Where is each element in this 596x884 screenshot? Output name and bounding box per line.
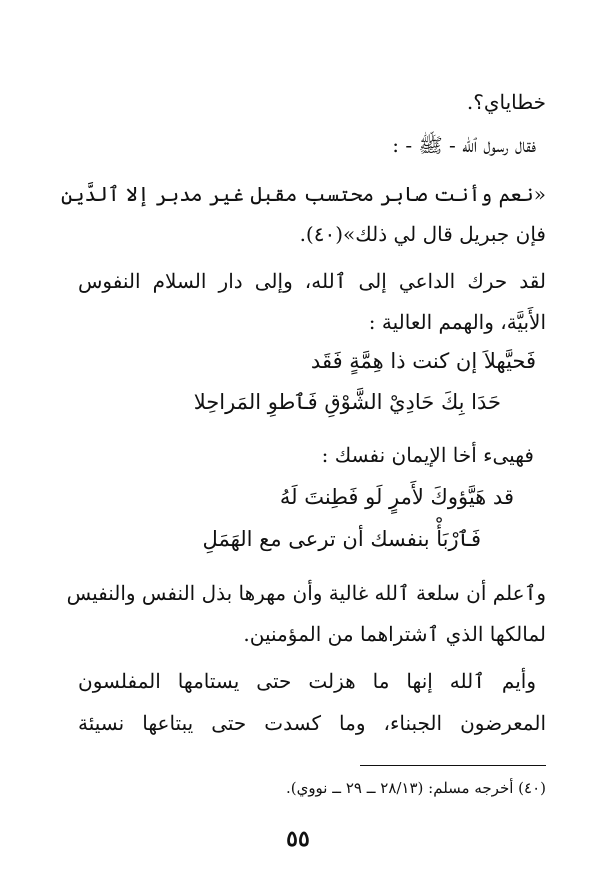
text-line-2: فقال رسول ٱلله - ﷺ - :	[392, 133, 536, 157]
verse-line-2: حَدَا بِكَ حَادِيْ الشَّوْقِ فَٱطوِ المَراحِلا	[193, 390, 501, 414]
text-line-9: لمالكها الذي ٱشتراهما من المؤمنين.	[243, 622, 546, 646]
footnote: (٤٠) أخرجه مسلم: (٢٨/١٣ ــ ٢٩ ــ نووي).	[285, 779, 546, 797]
text-line-11: المعرضون الجبناء، وما كسدت حتى يبتاعها نسيئة	[78, 711, 546, 735]
text-line-8: وٱعلم أن سلعة ٱلله غالية وأن مهرها بذل النفس والنفيس	[66, 581, 546, 605]
text-line-10: وأيم ٱلله إنها ما هزلت حتى يستامها المفلسون	[78, 669, 536, 693]
text-line-4: فإن جبريل قال لي ذلك»(٤٠).	[299, 222, 546, 246]
verse-line-1: فَحيَّهلاَ إن كنت ذا هِمَّةٍ فَقَد	[310, 349, 536, 373]
text-line-7: فهيىء أخا الإيمان نفسك :	[321, 443, 534, 467]
page-number: ٥٥	[286, 826, 310, 852]
text-line-3: «نعم وأنت صابر محتسب مقبل غير مدبر إلا ٱلدَّين	[61, 182, 546, 206]
footnote-divider	[360, 765, 546, 766]
text-line-1: خطاياي؟.	[466, 90, 546, 114]
text-line-5: لقد حرك الداعي إلى ٱلله، وإلى دار السلام النفوس	[78, 269, 546, 293]
verse-line-4: فَٱرْبَأْ بنفسك أن ترعى مع الهَمَلِ	[202, 527, 481, 551]
verse-line-3: قد هَيَّؤوكَ لأَمرٍ لَو فَطِنتَ لَهُ	[279, 485, 514, 509]
text-line-6: الأَبيَّة، والهمم العالية :	[368, 310, 546, 334]
